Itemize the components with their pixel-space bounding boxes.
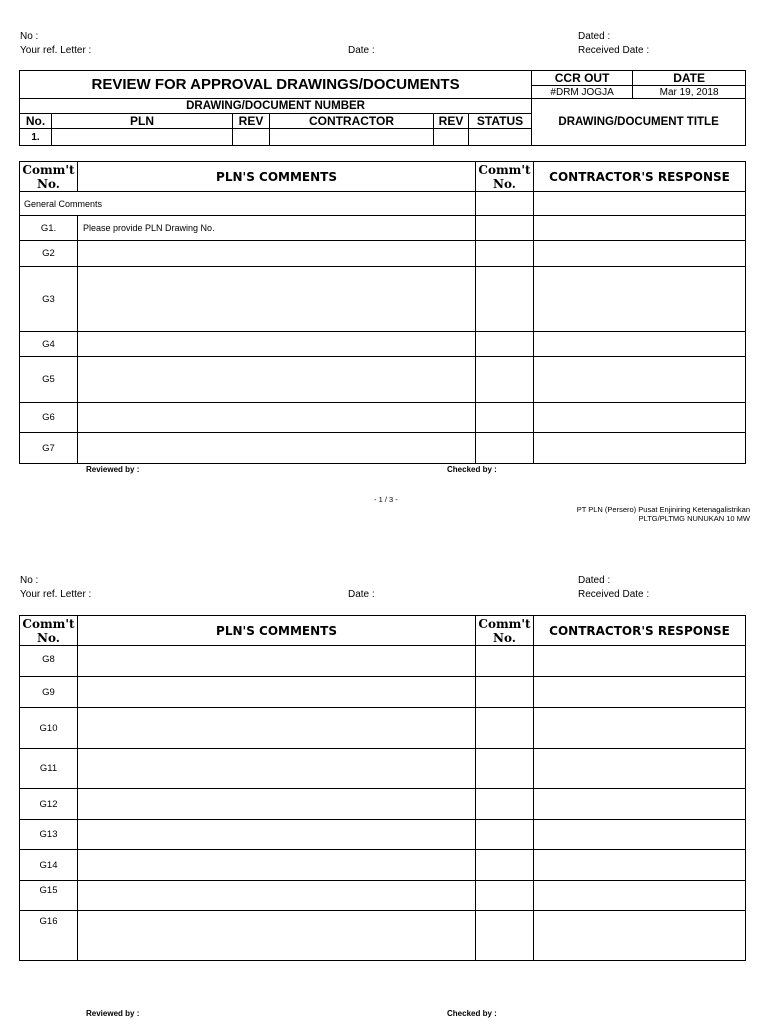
response-no-cell[interactable]	[476, 850, 534, 881]
comment-id: G6	[20, 403, 78, 433]
date-label: Date :	[348, 45, 375, 56]
comment-id: G5	[20, 357, 78, 403]
col-rev-contractor: REV	[434, 114, 469, 129]
comment-text[interactable]	[78, 646, 476, 677]
comment-id: G7	[20, 433, 78, 464]
reviewed-by-label: Reviewed by :	[86, 465, 140, 474]
drawing-title-label: DRAWING/DOCUMENT TITLE	[532, 99, 746, 146]
pln-comments-header: PLN'S COMMENTS	[78, 616, 476, 646]
commt-no-header-label: Comm't No.	[22, 616, 75, 645]
response-no-cell[interactable]	[476, 403, 534, 433]
comment-text[interactable]	[78, 881, 476, 911]
comment-id: G10	[20, 708, 78, 749]
response-no-cell[interactable]	[476, 192, 534, 216]
table-row	[20, 267, 746, 332]
pln-comments-header: PLN'S COMMENTS	[78, 162, 476, 192]
commt-no-header-2	[476, 162, 534, 192]
table-row	[20, 403, 746, 433]
col-contractor: CONTRACTOR	[270, 114, 434, 129]
checked-by-label: Checked by :	[447, 465, 497, 474]
comment-id: G8	[20, 646, 78, 677]
row-no: 1.	[20, 129, 52, 146]
received-date-label: Received Date :	[578, 45, 650, 56]
comment-text[interactable]	[78, 850, 476, 881]
response-cell[interactable]	[534, 646, 746, 677]
commt-no-header-label: Comm't No.	[22, 162, 75, 191]
comment-id: G3	[20, 267, 78, 332]
comment-text[interactable]	[78, 677, 476, 708]
table-row	[20, 881, 746, 911]
response-cell[interactable]	[534, 881, 746, 911]
response-no-cell[interactable]	[476, 820, 534, 850]
contractor-number-cell[interactable]	[270, 129, 434, 146]
response-cell[interactable]	[534, 911, 746, 961]
comment-text[interactable]	[78, 267, 476, 332]
comment-text[interactable]	[78, 749, 476, 789]
drawing-number-label: DRAWING/DOCUMENT NUMBER	[20, 99, 532, 114]
comment-id: G9	[20, 677, 78, 708]
response-no-cell[interactable]	[476, 881, 534, 911]
table-row	[20, 708, 746, 749]
comment-text[interactable]	[78, 911, 476, 961]
col-status: STATUS	[469, 114, 532, 129]
commt-no-header	[20, 616, 78, 646]
comment-id: G11	[20, 749, 78, 789]
contractor-response-header: CONTRACTOR'S RESPONSE	[534, 616, 746, 646]
response-cell[interactable]	[534, 749, 746, 789]
response-cell[interactable]	[534, 216, 746, 241]
reviewed-by-label-page2: Reviewed by :	[86, 1009, 140, 1018]
response-no-cell[interactable]	[476, 216, 534, 241]
table-row	[20, 789, 746, 820]
response-cell[interactable]	[534, 332, 746, 357]
response-no-cell[interactable]	[476, 677, 534, 708]
col-no: No.	[20, 114, 52, 129]
commt-no-header	[20, 162, 78, 192]
comment-id: G15	[20, 881, 78, 911]
comment-text[interactable]	[78, 708, 476, 749]
response-no-cell[interactable]	[476, 789, 534, 820]
response-cell[interactable]	[534, 192, 746, 216]
response-cell[interactable]	[534, 267, 746, 332]
pln-rev-cell[interactable]	[233, 129, 270, 146]
date-label-page2: Date :	[348, 589, 375, 600]
your-ref-letter-label: Your ref. Letter :	[20, 45, 92, 56]
company-line-2: PLTG/PLTMG NUNUKAN 10 MW	[638, 514, 750, 523]
your-ref-letter-label-page2: Your ref. Letter :	[20, 589, 92, 600]
contractor-response-header: CONTRACTOR'S RESPONSE	[534, 162, 746, 192]
form-title: REVIEW FOR APPROVAL DRAWINGS/DOCUMENTS	[20, 71, 532, 99]
response-cell[interactable]	[534, 241, 746, 267]
comment-id: G14	[20, 850, 78, 881]
response-no-cell[interactable]	[476, 749, 534, 789]
table-row	[20, 677, 746, 708]
received-date-label-page2: Received Date :	[578, 589, 650, 600]
comment-text[interactable]	[78, 820, 476, 850]
form-date-label: DATE	[633, 71, 746, 86]
comment-text[interactable]	[78, 332, 476, 357]
response-no-cell[interactable]	[476, 911, 534, 961]
response-no-cell[interactable]	[476, 708, 534, 749]
response-cell[interactable]	[534, 357, 746, 403]
table-row	[20, 646, 746, 677]
company-line-1: PT PLN (Persero) Pusat Enjiniring Ketenagalistrikan	[576, 505, 750, 514]
col-pln: PLN	[52, 114, 233, 129]
response-no-cell[interactable]	[476, 357, 534, 403]
general-comments-label: General Comments	[20, 192, 476, 216]
dated-label-page2: Dated :	[578, 575, 611, 586]
status-cell[interactable]	[469, 129, 532, 146]
response-cell[interactable]	[534, 403, 746, 433]
response-no-cell[interactable]	[476, 267, 534, 332]
table-row	[20, 433, 746, 464]
table-row	[20, 820, 746, 850]
response-no-cell[interactable]	[476, 332, 534, 357]
table-row	[20, 332, 746, 357]
table-row	[20, 216, 746, 241]
ccr-out-value[interactable]: #DRM JOGJA	[532, 86, 633, 99]
comments-table-page1	[19, 161, 746, 464]
review-form-header-table	[19, 70, 746, 146]
comment-text[interactable]	[78, 241, 476, 267]
no-label-page2: No :	[20, 575, 39, 586]
form-date-value[interactable]: Mar 19, 2018	[633, 86, 746, 99]
comment-text[interactable]: Please provide PLN Drawing No.	[78, 216, 476, 241]
table-row	[20, 850, 746, 881]
table-row	[20, 357, 746, 403]
response-cell[interactable]	[534, 677, 746, 708]
comment-text[interactable]	[78, 357, 476, 403]
response-cell[interactable]	[534, 433, 746, 464]
comment-id: G2	[20, 241, 78, 267]
response-cell[interactable]	[534, 820, 746, 850]
response-no-cell[interactable]	[476, 646, 534, 677]
comment-text[interactable]	[78, 403, 476, 433]
ccr-out-label: CCR OUT	[532, 71, 633, 86]
pln-number-cell[interactable]	[52, 129, 233, 146]
comment-id: G4	[20, 332, 78, 357]
page-number: - 1 / 3 -	[374, 495, 398, 504]
no-label: No :	[20, 31, 39, 42]
table-row	[20, 911, 746, 961]
response-no-cell[interactable]	[476, 433, 534, 464]
commt-no-header-2-label: Comm't No.	[478, 616, 531, 645]
comments-table-page2	[19, 615, 746, 961]
comment-id: G13	[20, 820, 78, 850]
response-cell[interactable]	[534, 708, 746, 749]
comment-id: G1.	[20, 216, 78, 241]
comment-id: G16	[20, 911, 78, 961]
dated-label: Dated :	[578, 31, 611, 42]
response-cell[interactable]	[534, 789, 746, 820]
response-no-cell[interactable]	[476, 241, 534, 267]
table-row	[20, 749, 746, 789]
col-rev: REV	[233, 114, 270, 129]
comment-text[interactable]	[78, 789, 476, 820]
comment-id: G12	[20, 789, 78, 820]
commt-no-header-2	[476, 616, 534, 646]
contractor-rev-cell[interactable]	[434, 129, 469, 146]
commt-no-header-2-label: Comm't No.	[478, 162, 531, 191]
comment-text[interactable]	[78, 433, 476, 464]
response-cell[interactable]	[534, 850, 746, 881]
checked-by-label-page2: Checked by :	[447, 1009, 497, 1018]
table-row	[20, 241, 746, 267]
